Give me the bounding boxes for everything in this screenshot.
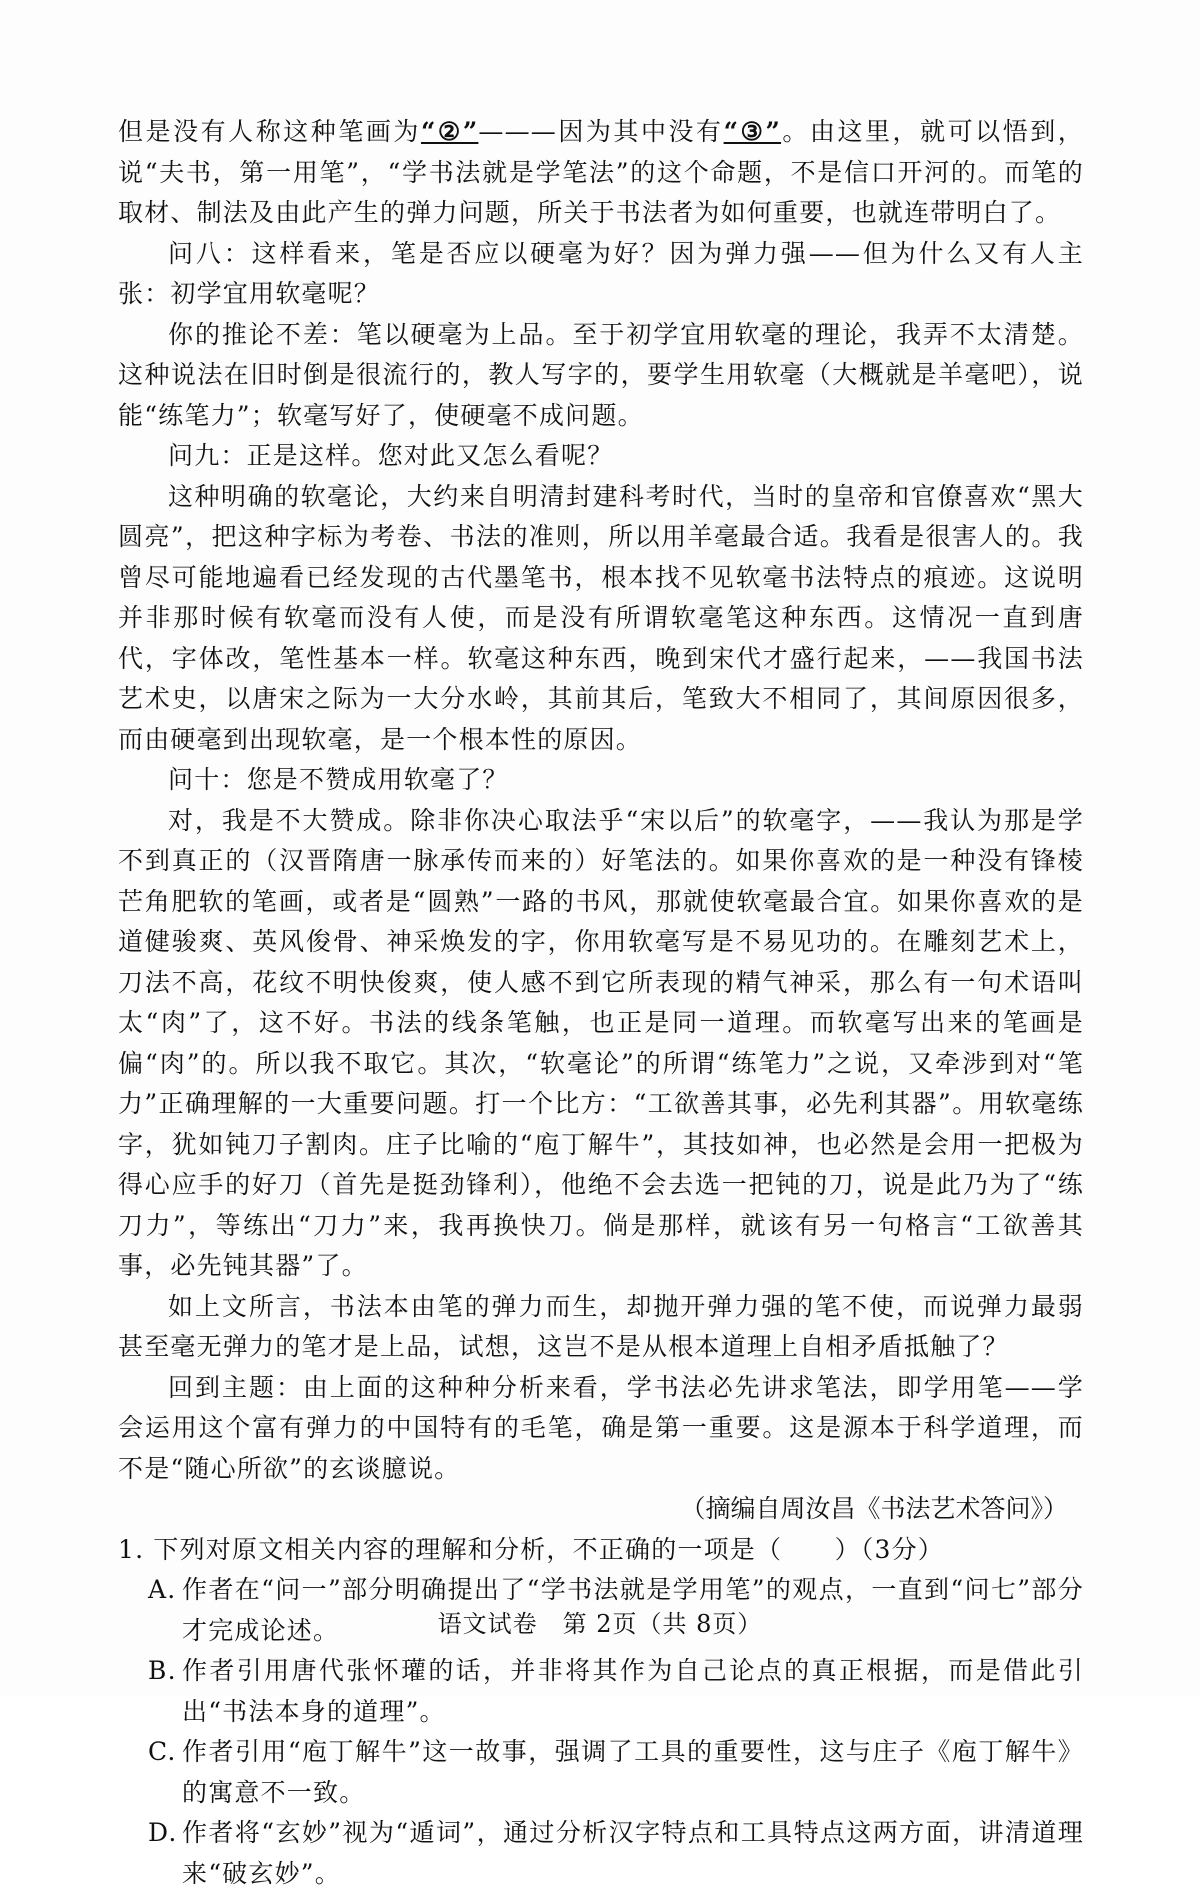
question-9: 问九：正是这样。您对此又怎么看呢？ xyxy=(118,436,1084,477)
option-d xyxy=(148,1813,1084,1894)
paragraph-conclusion: 回到主题：由上面的这种种分析来看，学书法必先讲求笔法，即学用笔——学会运用这个富有弹力的中国特有的毛笔，确是第一重要。这是源本于科学道理，而不是“随心所欲”的玄谈臆说。 xyxy=(118,1368,1084,1490)
option-letter: A. xyxy=(148,1570,182,1651)
option-b xyxy=(148,1651,1084,1732)
option-text: 作者引用“庖丁解牛”这一故事，强调了工具的重要性，这与庄子《庖丁解牛》的寓意不一致。 xyxy=(182,1732,1084,1813)
option-text: 作者将“玄妙”视为“遁词”，通过分析汉字特点和工具特点这两方面，讲清道理来“破玄妙”。 xyxy=(182,1813,1084,1894)
answer-8: 你的推论不差：笔以硬毫为上品。至于初学宜用软毫的理论，我弄不太清楚。这种说法在旧时倒是很流行的，教人写字的，要学生用软毫（大概就是羊毫吧），说能“练笔力”；软毫写好了，使硬毫不成问题。 xyxy=(118,315,1084,437)
question-8: 问八：这样看来，笔是否应以硬毫为好？因为弹力强——但为什么又有人主张：初学宜用软毫呢？ xyxy=(118,234,1084,315)
option-letter: B. xyxy=(148,1651,182,1732)
question-1 xyxy=(118,1530,1084,1894)
option-text: 作者在“问一”部分明确提出了“学书法就是学用笔”的观点，一直到“问七”部分才完成论述。 xyxy=(182,1570,1084,1651)
option-c xyxy=(148,1732,1084,1813)
paragraph-1 xyxy=(118,112,1084,234)
blank-2: “②” xyxy=(421,117,478,146)
paragraph-summary: 如上文所言，书法本由笔的弹力而生，却抛开弹力强的笔不使，而说弹力最弱甚至毫无弹力的笔才是上品，试想，这岂不是从根本道理上自相矛盾抵触了？ xyxy=(118,1287,1084,1368)
question-10: 问十：您是不赞成用软毫了？ xyxy=(118,760,1084,801)
option-letter: D. xyxy=(148,1813,182,1894)
answer-9: 这种明确的软毫论，大约来自明清封建科考时代，当时的皇帝和官僚喜欢“黑大圆亮”，把这种字标为考卷、书法的准则，所以用羊毫最合适。我看是很害人的。我曾尽可能地遍看已经发现的古代墨笔书，根本找不见软毫书法特点的痕迹。这说明并非那时候有软毫而没有人使，而是没有所谓软毫笔这种东西。这情况一直到唐代，字体改，笔性基本一样。软毫这种东西，晚到宋代才盛行起来，——我国书法艺术史，以唐宋之际为一大分水岭，其前其后，笔致大不相同了，其间原因很多，而由硬毫到出现软毫，是一个根本性的原因。 xyxy=(118,477,1084,761)
text-span: ———因为其中没有 xyxy=(478,117,723,146)
answer-10: 对，我是不大赞成。除非你决心取法乎“宋以后”的软毫字，——我认为那是学不到真正的（汉晋隋唐一脉承传而来的）好笔法的。如果你喜欢的是一种没有锋棱芒角肥软的笔画，或者是“圆熟”一路的书风，那就使软毫最合宜。如果你喜欢的是道健骏爽、英风俊骨、神采焕发的字，你用软毫写是不易见功的。在雕刻艺术上，刀法不高，花纹不明快俊爽，使人感不到它所表现的精气神采，那么有一句术语叫太“肉”了，这不好。书法的线条笔触，也正是同一道理。而软毫写出来的笔画是偏“肉”的。所以我不取它。其次，“软毫论”的所谓“练笔力”之说，又牵涉到对“笔力”正确理解的一大重要问题。打一个比方：“工欲善其事，必先利其器”。用软毫练字，犹如钝刀子割肉。庄子比喻的“庖丁解牛”，其技如神，也必然是会用一把极为得心应手的好刀（首先是挺劲锋利），他绝不会去选一把钝的刀，说是此乃为了“练刀力”，等练出“刀力”来，我再换快刀。倘是那样，就该有另一句格言“工欲善其事，必先钝其器”了。 xyxy=(118,801,1084,1287)
source-citation: （摘编自周汝昌《书法艺术答问》） xyxy=(118,1489,1084,1530)
text-span: 。由这里，就可以悟到，说“夫书，第一用笔”，“学书法就是学笔法”的这个命题，不是信口开河的。而笔的取材、制法及由此产生的弹力问题，所关于书法者为如何重要，也就连带明白了。 xyxy=(118,117,1084,227)
question-stem: 1. 下列对原文相关内容的理解和分析，不正确的一项是（ ）（3分） xyxy=(118,1530,1084,1571)
blank-3: “③” xyxy=(724,117,781,146)
text-span: 但是没有人称这种笔画为 xyxy=(118,117,421,146)
option-text: 作者引用唐代张怀瓘的话，并非将其作为自己论点的真正根据，而是借此引出“书法本身的道理”。 xyxy=(182,1651,1084,1732)
page-footer: 语文试卷 第 2页（共 8页） xyxy=(0,1604,1200,1639)
option-letter: C. xyxy=(148,1732,182,1813)
